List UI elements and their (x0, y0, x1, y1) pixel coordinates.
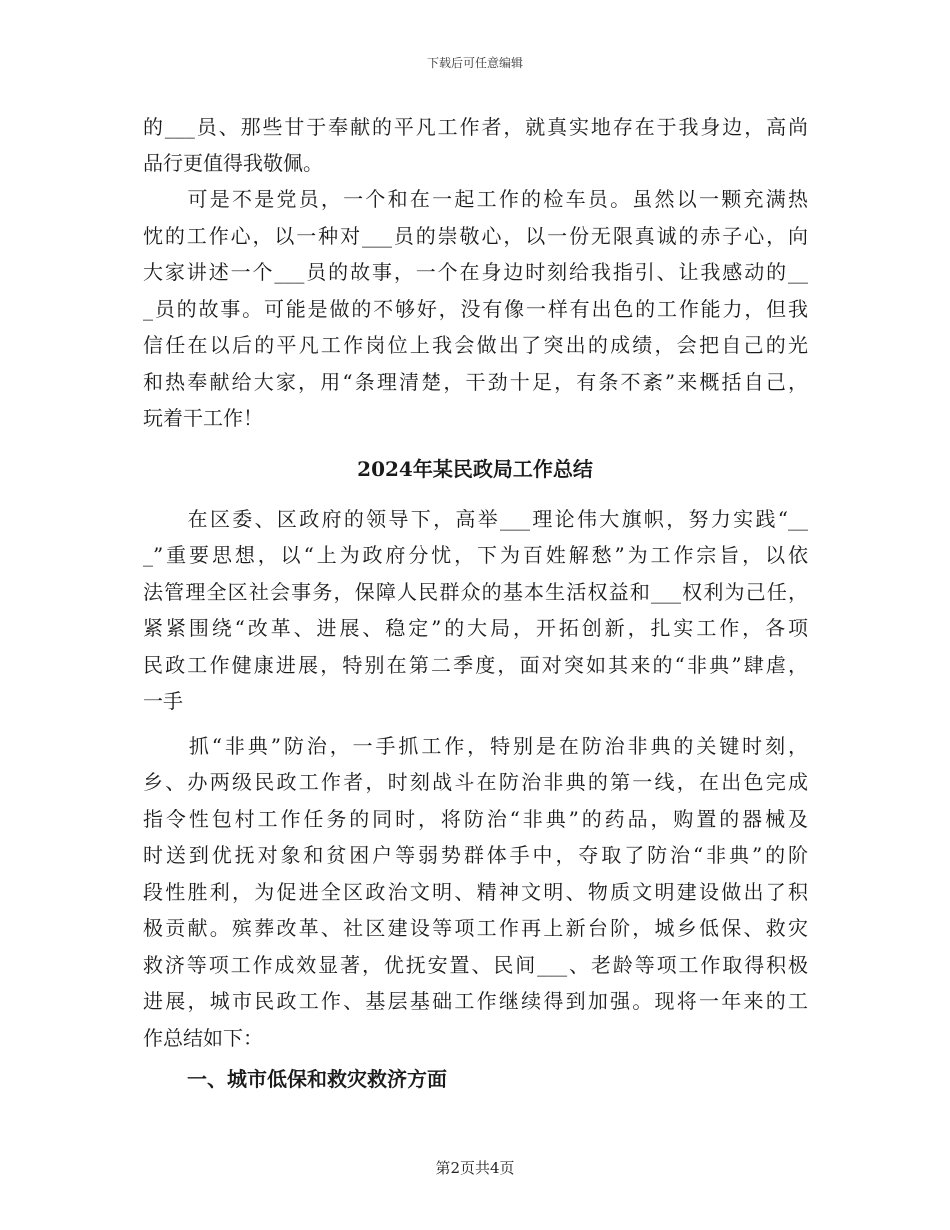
text-line: 乡、办两级民政工作者，时刻战斗在防治非典的第一线，在出色完成 (143, 770, 808, 794)
text-line: 进展，城市民政工作、基层基础工作继续得到加强。现将一年来的工 (143, 989, 808, 1013)
section-title: 2024年某民政局工作总结 (357, 457, 593, 481)
text-line: 抓“非典”防治，一手抓工作，特别是在防治非典的关键时刻， (143, 734, 808, 758)
text-line: 民政工作健康进展，特别在第二季度，面对突如其来的“非典”肆虐， (143, 653, 808, 677)
text-line: 救济等项工作成效显著，优抚安置、民间___、老龄等项工作取得积极 (143, 953, 808, 977)
page-footer: 第2页共4页 (435, 1159, 515, 1177)
text-line: 作总结如下： (143, 1026, 263, 1050)
text-line: 时送到优抚对象和贫困户等弱势群体手中，夺取了防治“非典”的阶 (143, 843, 808, 867)
page-header: 下载后可任意编辑 (426, 56, 523, 70)
text-line: 的___员、那些甘于奉献的平凡工作者，就真实地存在于我身边，高尚 (143, 115, 808, 139)
text-line: 一手 (143, 689, 183, 713)
text-line: 和热奉献给大家，用“条理清楚，干劲十足，有条不紊”来概括自己， (143, 370, 808, 394)
text-line: 在区委、区政府的领导下，高举___理论伟大旗帜，努力实践“__ (143, 507, 808, 531)
text-line: 品行更值得我敬佩。 (143, 151, 323, 175)
text-line: 极贡献。殡葬改革、社区建设等项工作再上新台阶，城乡低保、救灾 (143, 916, 808, 940)
text-line: 法管理全区社会事务，保障人民群众的基本生活权益和___权利为己任， (143, 580, 808, 604)
text-line: 紧紧围绕“改革、进展、稳定”的大局，开拓创新，扎实工作，各项 (143, 616, 808, 640)
text-line: 指令性包村工作任务的同时，将防治“非典”的药品，购置的器械及 (143, 807, 808, 831)
text-line: 信任在以后的平凡工作岗位上我会做出了突出的成绩，会把自己的光 (143, 333, 808, 357)
text-line: _员的故事。可能是做的不够好，没有像一样有出色的工作能力，但我 (143, 297, 808, 321)
text-line: 大家讲述一个___员的故事，一个在身边时刻给我指引、让我感动的__ (143, 260, 808, 284)
text-line: 忱的工作心，以一种对___员的崇敬心，以一份无限真诚的赤子心，向 (143, 224, 808, 248)
text-line: _”重要思想，以“上为政府分忧，下为百姓解愁”为工作宗旨，以依 (143, 543, 808, 567)
text-line: 玩着干工作！ (143, 406, 263, 430)
text-line: 可是不是党员，一个和在一起工作的检车员。虽然以一颗充满热 (143, 187, 808, 211)
text-line: 段性胜利，为促进全区政治文明、精神文明、物质文明建设做出了积 (143, 880, 808, 904)
section-heading: 一、城市低保和救灾救济方面 (187, 1067, 447, 1091)
